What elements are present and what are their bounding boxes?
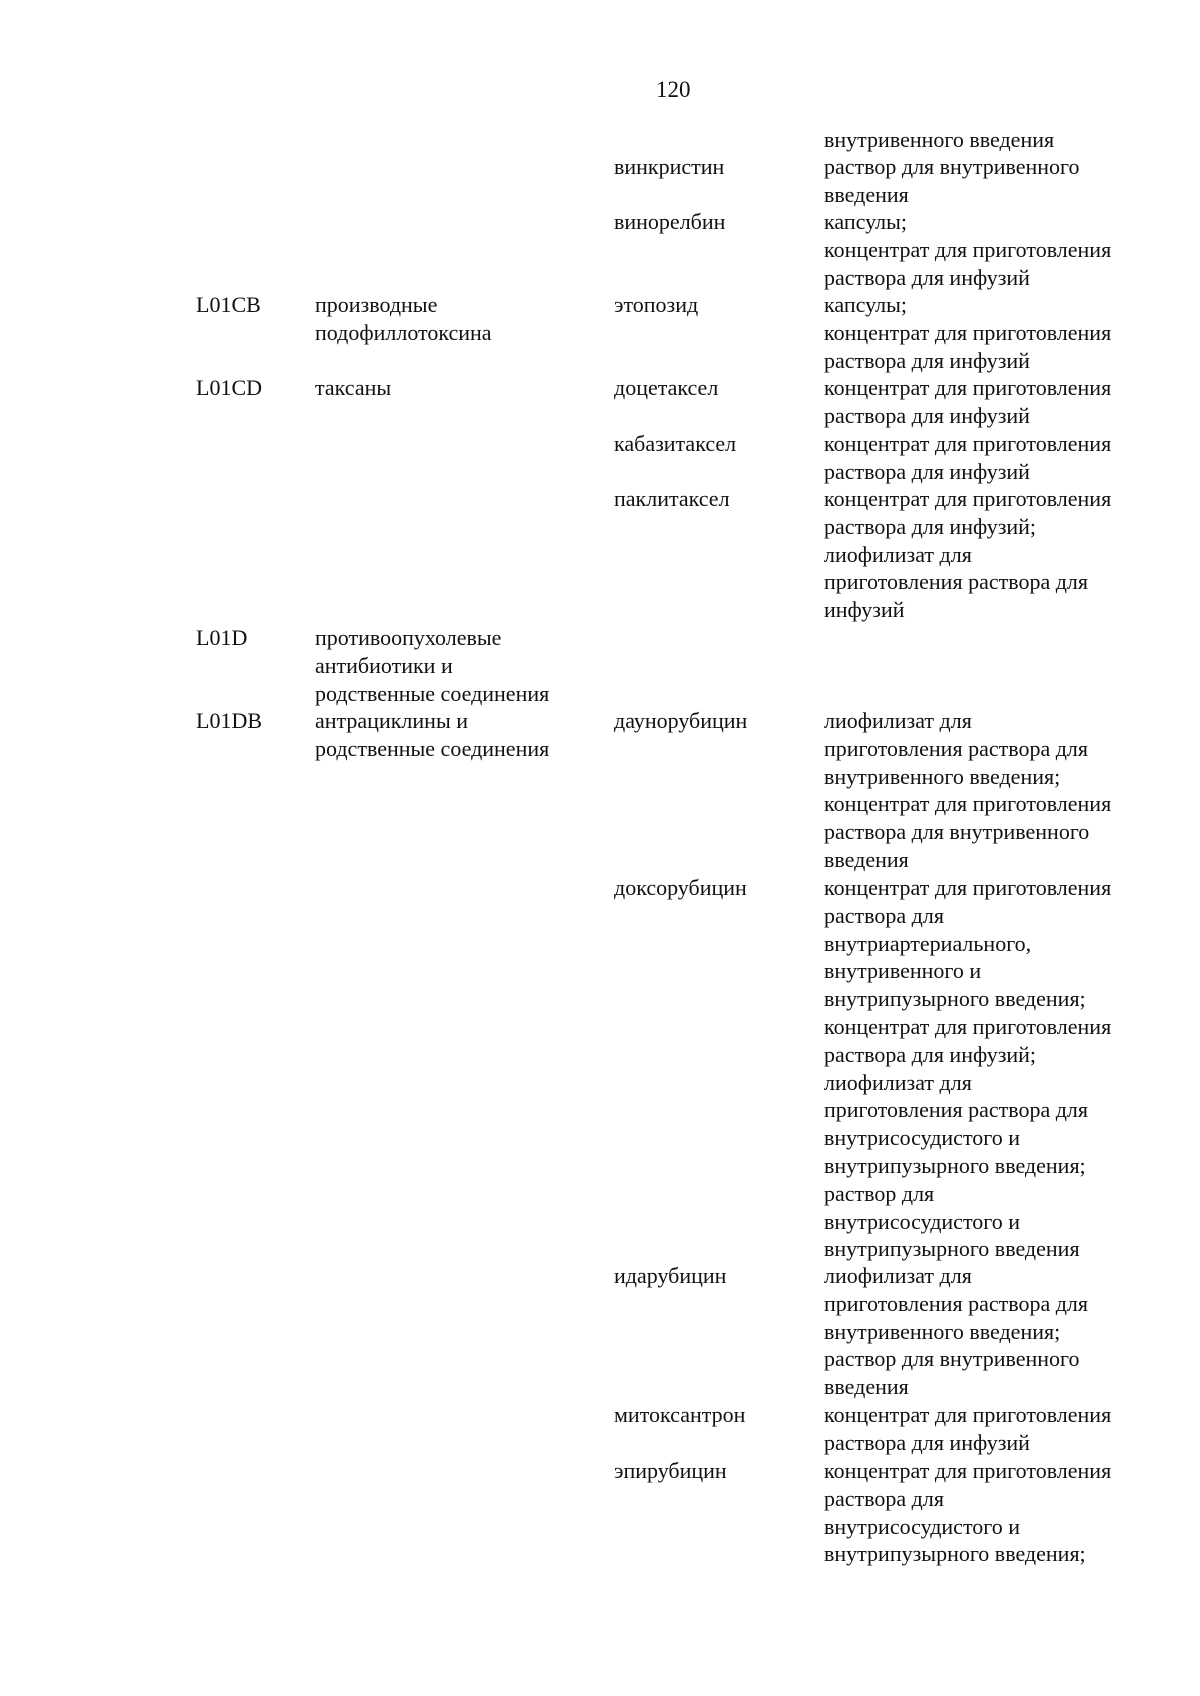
- dosage-form: внутривенного введения: [824, 127, 1055, 152]
- dosage-form: концентрат для приготовления раствора для инфузий: [824, 375, 1112, 428]
- dosage-form: концентрат для приготовления раствора для внутрисосудистого и внутрипузырного введения;: [824, 1458, 1112, 1567]
- dosage-form: лиофилизат для приготовления раствора для внутривенного введения; раствор для внутривенного введения: [824, 1263, 1088, 1400]
- drug-name: этопозид: [614, 292, 699, 317]
- atc-code: L01D: [196, 625, 248, 650]
- group-name: противоопухолевые антибиотики и родственные соединения: [315, 625, 550, 706]
- drug-name: доцетаксел: [614, 375, 719, 400]
- atc-code: L01CD: [196, 375, 262, 400]
- dosage-form: концентрат для приготовления раствора для инфузий: [824, 1402, 1112, 1455]
- group-name: таксаны: [315, 375, 392, 400]
- drug-name: митоксантрон: [614, 1402, 746, 1427]
- page-number: 120: [656, 77, 691, 102]
- drug-name: винкристин: [614, 154, 725, 179]
- drug-name: паклитаксел: [614, 486, 730, 511]
- drug-name: идарубицин: [614, 1263, 727, 1288]
- drug-name: даунорубицин: [614, 708, 748, 733]
- dosage-form: концентрат для приготовления раствора для инфузий: [824, 431, 1112, 484]
- group-name: антрациклины и родственные соединения: [315, 708, 550, 761]
- atc-code: L01CB: [196, 292, 261, 317]
- drug-name: эпирубицин: [614, 1458, 727, 1483]
- dosage-form: лиофилизат для приготовления раствора для внутривенного введения; концентрат для приготовления раствора для внутривенного введения: [824, 708, 1112, 872]
- dosage-form: капсулы; концентрат для приготовления раствора для инфузий: [824, 209, 1112, 290]
- dosage-form: концентрат для приготовления раствора для инфузий; лиофилизат для приготовления раствора для инфузий: [824, 486, 1112, 623]
- group-name: производные подофиллотоксина: [315, 292, 492, 345]
- atc-code: L01DB: [196, 708, 262, 733]
- dosage-form: концентрат для приготовления раствора для внутриартериального, внутривенного и внутрипузырного введения; концентрат для приготовления раствора для инфузий; лиофилизат для приготовления раствора для внутрисосудистого и внутрипузырного введения; раствор для внутрисосудистого и внутрипузырного введения: [824, 875, 1112, 1262]
- drug-name: винорелбин: [614, 209, 726, 234]
- dosage-form: раствор для внутривенного введения: [824, 154, 1080, 207]
- dosage-form: капсулы; концентрат для приготовления раствора для инфузий: [824, 292, 1112, 373]
- drug-name: кабазитаксел: [614, 431, 737, 456]
- drug-name: доксорубицин: [614, 875, 747, 900]
